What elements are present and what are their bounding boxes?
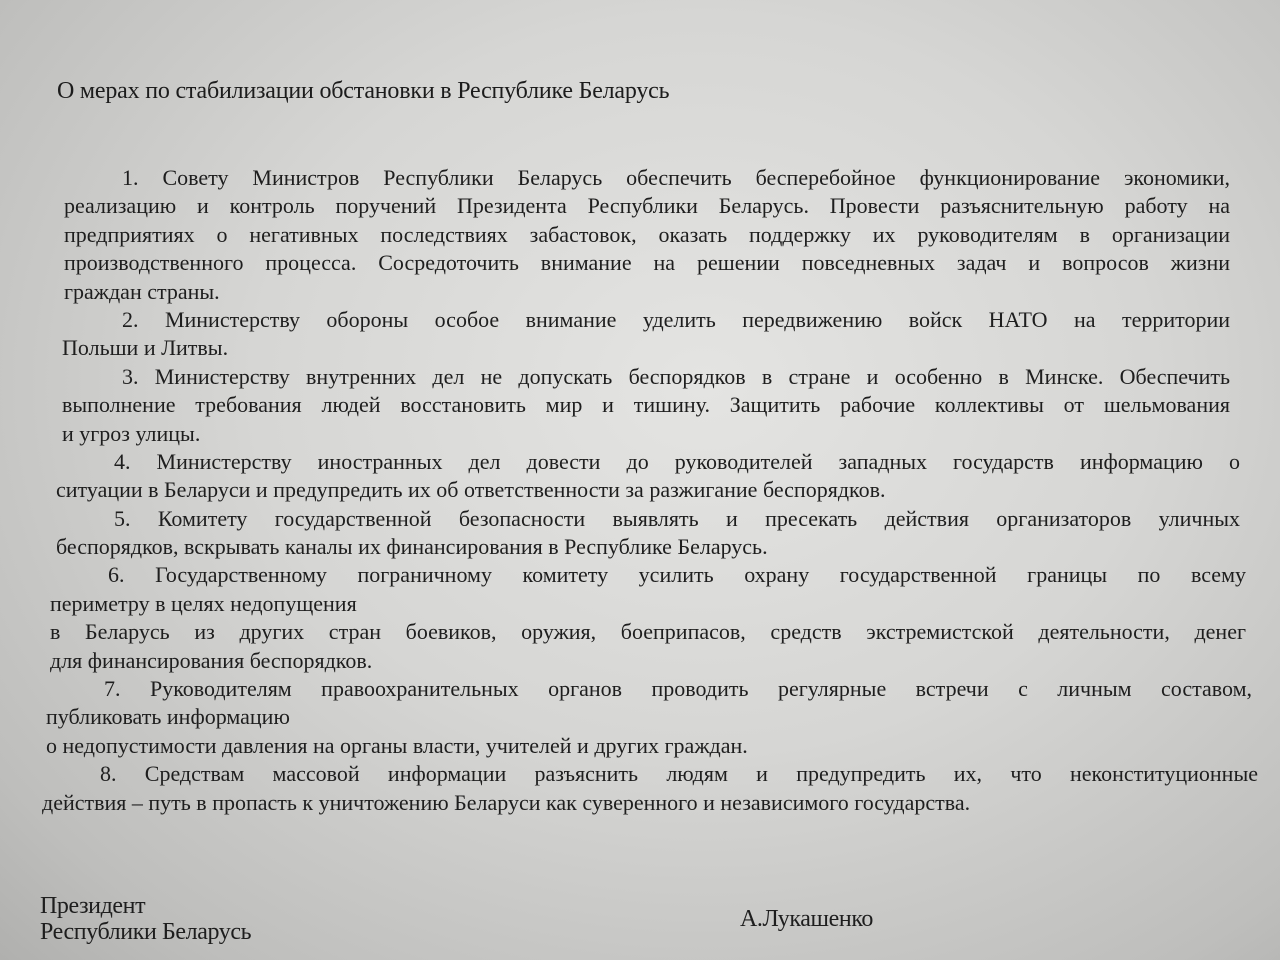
item-5-line-2: беспорядков, вскрывать каналы их финансирования в Республике Беларусь.	[56, 534, 768, 560]
item-1-line-5: граждан страны.	[64, 278, 220, 304]
item-3-line-2: выполнение требования людей восстановить мир и тишину. Защитить рабочие коллективы от шельмования	[62, 392, 1230, 418]
item-7-line-3: о недопустимости давления на органы власти, учителей и других граждан.	[46, 732, 748, 758]
item-6-line-2: периметру в целях недопущения	[50, 590, 357, 616]
list-item	[56, 448, 1240, 505]
list-item	[50, 561, 1246, 675]
signatory-name: А.Лукашенко	[740, 906, 873, 932]
list-item	[46, 675, 1252, 760]
item-6-line-1: 6. Государственному пограничному комитету усилить охрану государственной границы по всему	[108, 562, 1246, 588]
signatory-position	[40, 893, 251, 945]
document-title: О мерах по стабилизации обстановки в Республике Беларусь	[57, 78, 670, 104]
item-2-line-1: 2. Министерству обороны особое внимание уделить передвижению войск НАТО на территории	[122, 306, 1230, 332]
item-8-line-2: действия – путь в пропасть к уничтожению Беларуси как суверенного и независимого государства.	[42, 789, 971, 815]
list-item	[42, 760, 1258, 817]
item-4-line-2: ситуации в Беларуси и предупредить их об ответственности за разжигание беспорядков.	[56, 477, 886, 503]
item-1-line-4: производственного процесса. Сосредоточить внимание на решении повседневных задач и вопросов жизни	[64, 250, 1230, 276]
item-3-line-1: 3. Министерству внутренних дел не допускать беспорядков в стране и особенно в Минске. Обеспечить	[122, 363, 1230, 389]
item-7-line-1: 7. Руководителям правоохранительных органов проводить регулярные встречи с личным составом,	[104, 676, 1252, 702]
item-5-line-1: 5. Комитету государственной безопасности выявлять и пресекать действия организаторов уличных	[114, 505, 1240, 531]
item-1-line-2: реализацию и контроль поручений Президента Республики Беларусь. Провести разъяснительную работу на	[64, 193, 1230, 219]
document-body	[42, 164, 1258, 817]
item-6-line-3: в Беларусь из других стран боевиков, оружия, боеприпасов, средств экстремистской деятельности, денег	[50, 619, 1246, 645]
list-item	[64, 164, 1230, 306]
item-4-line-1: 4. Министерству иностранных дел довести до руководителей западных государств информацию о	[114, 448, 1240, 474]
item-3-line-3: и угроз улицы.	[62, 420, 201, 446]
list-item	[56, 505, 1240, 562]
list-item	[64, 306, 1230, 363]
signatory-position-line-2: Республики Беларусь	[40, 919, 252, 945]
item-7-line-2: публиковать информацию	[46, 704, 290, 730]
signatory-position-line-1: Президент	[40, 893, 146, 919]
item-2-line-2: Польши и Литвы.	[62, 335, 229, 361]
item-8-line-1: 8. Средствам массовой информации разъяснить людям и предупредить их, что неконституционные	[100, 761, 1258, 787]
item-1-line-3: предприятиях о негативных последствиях забастовок, оказать поддержку их руководителям в организации	[64, 221, 1230, 247]
item-1-line-1: 1. Совету Министров Республики Беларусь обеспечить бесперебойное функционирование экономики,	[122, 165, 1230, 190]
item-6-line-4: для финансирования беспорядков.	[50, 647, 373, 673]
list-item	[64, 363, 1230, 448]
